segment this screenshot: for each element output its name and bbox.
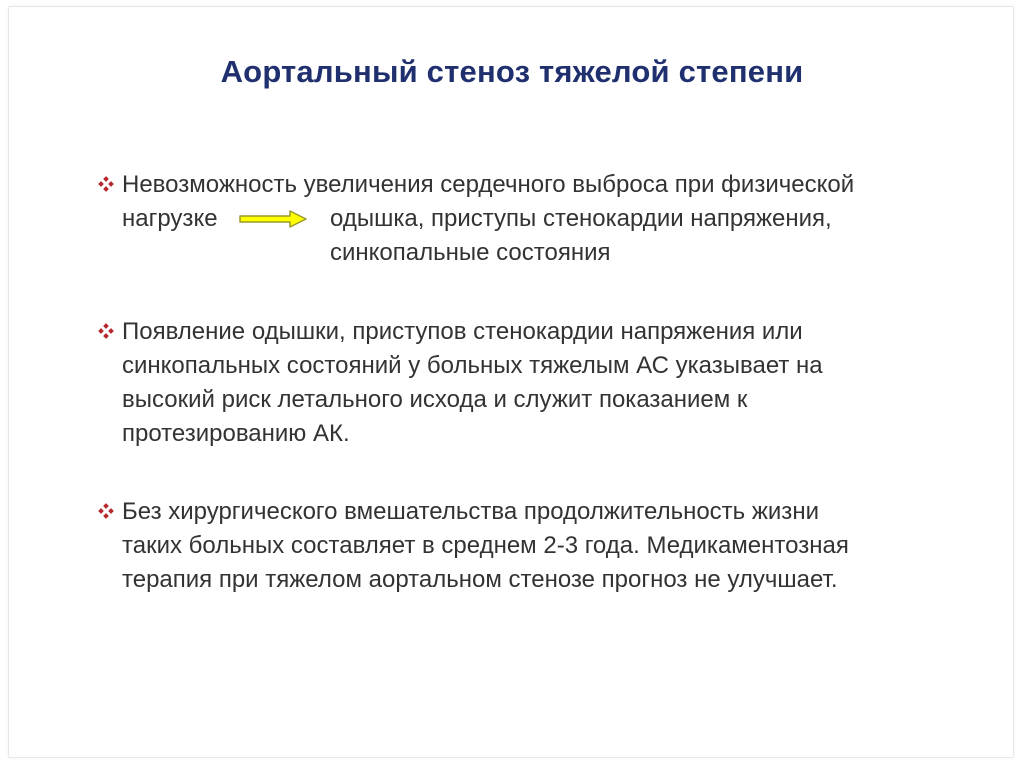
slide-title: Аортальный стеноз тяжелой степени <box>220 54 804 89</box>
right-arrow-icon <box>238 208 308 230</box>
bullet-2-line-3: высокий риск летального исхода и служит показанием к <box>122 386 748 413</box>
bullet-3-line-1: Без хирургического вмешательства продолжительность жизни <box>122 498 819 525</box>
bullet-1-line-3: одышка, приступы стенокардии напряжения, <box>330 205 832 232</box>
diamond-dots-bullet-icon <box>98 323 114 339</box>
bullet-3-line-2: таких больных составляет в среднем 2-3 года. Медикаментозная <box>122 532 849 559</box>
bullet-2-line-2: синкопальных состояний у больных тяжелым АС указывает на <box>122 352 823 379</box>
bullet-1-line-1: Невозможность увеличения сердечного выброса при физической <box>122 171 855 198</box>
bullet-2-line-4: протезированию АК. <box>122 420 350 447</box>
diamond-dots-bullet-icon <box>98 176 114 192</box>
diamond-dots-bullet-icon <box>98 503 114 519</box>
bullet-2-line-1: Появление одышки, приступов стенокардии напряжения или <box>122 318 803 345</box>
bullet-1-line-4: синкопальные состояния <box>330 239 611 266</box>
bullet-3-line-3: терапия при тяжелом аортальном стенозе прогноз не улучшает. <box>122 566 838 593</box>
bullet-1-line-2: нагрузке <box>122 205 218 232</box>
